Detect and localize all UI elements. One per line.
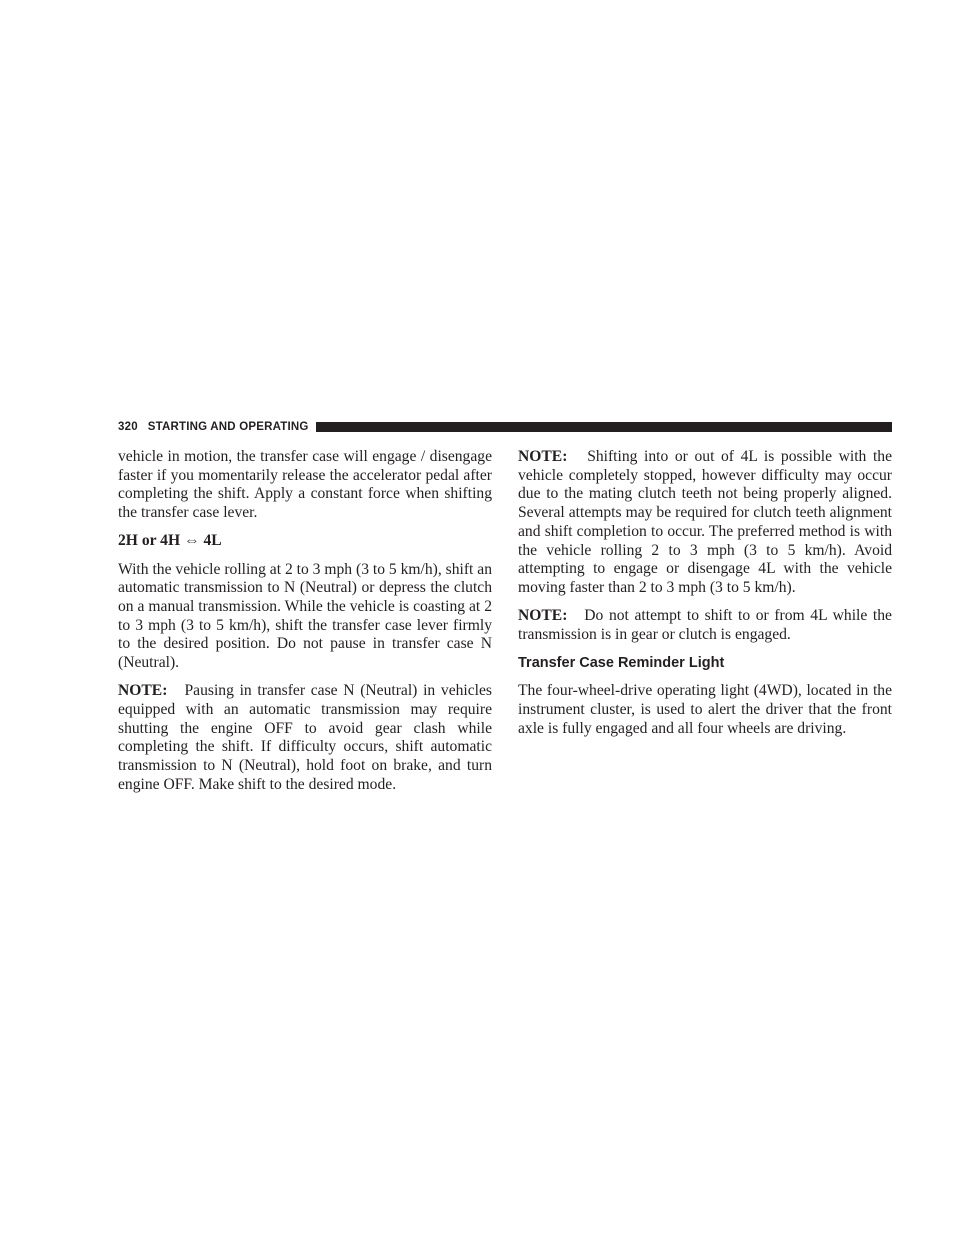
- reminder-light-paragraph: The four-wheel-drive operating light (4WD), located in the instrument cluster, is used to alert the driver that the front axle is fully engaged and all four wheels are driving.: [518, 682, 892, 737]
- note-paragraph-1: [518, 448, 892, 598]
- page-header: [118, 419, 892, 435]
- note-label: NOTE:: [118, 682, 168, 700]
- note-paragraph-2: [518, 607, 892, 644]
- note-paragraph: [118, 682, 492, 794]
- page-number: 320: [118, 421, 138, 433]
- header-rule: [316, 422, 892, 432]
- continuation-paragraph: vehicle in motion, the transfer case will engage / disengage faster if you momentarily release the accelerator pedal after completing the shift. Apply a constant force when shifting the transfer case lever.: [118, 448, 492, 522]
- shift-subheading: 2H or 4H ⇔ 4L: [118, 532, 222, 550]
- reminder-light-heading: Transfer Case Reminder Light: [518, 655, 725, 672]
- section-title: STARTING AND OPERATING: [147, 421, 309, 433]
- note-label: NOTE:: [518, 448, 568, 465]
- note-text: Pausing in transfer case N (Neutral) in vehicles equipped with an automatic transmission may require shutting the engine OFF to avoid gear clash while completing the shift. If difficulty occurs, shift automatic transmission to N (Neutral), hold foot on brake, and turn engine OFF. Make shift to the desired mode.: [118, 682, 492, 793]
- shift-instructions-paragraph: With the vehicle rolling at 2 to 3 mph (3 to 5 km/h), shift an automatic transmission to N (Neutral) or depress the clutch on a manual transmission. While the vehicle is coasting at 2 to 3 mph (3 to 5 km/h), shift the transfer case lever firmly to the desired position. Do not pause in transfer case N (Neutral).: [118, 560, 492, 672]
- note-label: NOTE:: [518, 607, 568, 625]
- note-text: Shifting into or out of 4L is possible with the vehicle completely stopped, however difficulty may occur due to the mating clutch teeth not being properly aligned. Several attempts may be required for clutch teeth alignment and shift completion to occur. The preferred method is with the vehicle rolling 2 to 3 mph (3 to 5 km/h). Avoid attempting to engage or disengage 4L with the vehicle moving faster than 2 to 3 mph (3 to 5 km/h).: [518, 448, 892, 596]
- right-column: [518, 448, 892, 738]
- note-text: Do not attempt to shift to or from 4L while the transmission is in gear or clutch is engaged.: [518, 607, 892, 643]
- left-column: [118, 448, 492, 794]
